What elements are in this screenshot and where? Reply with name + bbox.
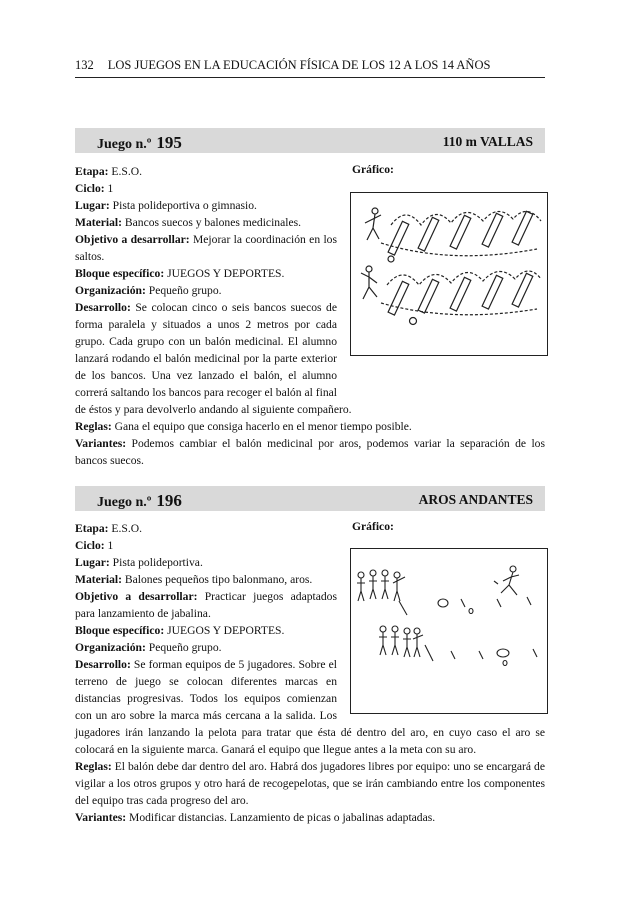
game-title: 110 m VALLAS — [442, 134, 533, 149]
game-label: Juego n.º 195 — [97, 133, 182, 152]
game-fields-narrow — [75, 520, 337, 656]
field-material: Material: Balones pequeños tipo balonmano, aros. — [75, 573, 313, 586]
field-reglas: Reglas: Gana el equipo que consiga hacerlo en el menor tiempo posible. — [75, 420, 412, 433]
field-bloque: Bloque específico: JUEGOS Y DEPORTES. — [75, 267, 285, 280]
page-number: 132 — [75, 58, 94, 72]
field-objetivo: Objetivo a desarrollar: Practicar juegos adaptados para lanzamiento de jabalina. — [75, 590, 337, 620]
page-header — [75, 58, 545, 78]
field-objetivo: Objetivo a desarrollar: Mejorar la coordinación en los saltos. — [75, 233, 337, 263]
game-title-bar — [75, 486, 545, 511]
field-organizacion: Organización: Pequeño grupo. — [75, 641, 222, 654]
field-etapa: Etapa: E.S.O. — [75, 522, 142, 535]
game-body — [75, 520, 545, 826]
field-desarrollo: Desarrollo: Se colocan cinco o seis bancos suecos de forma paralela y situados a unos 2 metros por cada grupo. Cada grupo con un balón medicinal. El alumno lanzará rodando el balón medicinal por la parte exterior de los bancos. Una vez lanzado el balón, el alumno correrá saltando los bancos para recoger el balón al final de éstos y para devolverlo andando al siguiente compañero. — [75, 301, 352, 416]
field-material: Material: Bancos suecos y balones medicinales. — [75, 216, 302, 229]
field-variantes: Variantes: Podemos cambiar el balón medicinal por aros, podemos variar la separación de los bancos suecos. — [75, 437, 545, 467]
game-number: 195 — [156, 133, 182, 152]
game-fields-narrow — [75, 163, 337, 299]
field-ciclo: Ciclo: 1 — [75, 182, 114, 195]
field-bloque: Bloque específico: JUEGOS Y DEPORTES. — [75, 624, 285, 637]
grafico-label: Gráfico: — [352, 520, 394, 533]
field-variantes: Variantes: Modificar distancias. Lanzamiento de picas o jabalinas adaptadas. — [75, 811, 436, 824]
game-title: AROS ANDANTES — [418, 492, 533, 507]
game-number: 196 — [156, 491, 182, 510]
field-desarrollo: Desarrollo: Se forman equipos de 5 jugadores. Sobre el terreno de juego se colocan diferentes marcas en distancias progresivas. Todos los equipos comienzan con un aro sobre la marca más cercana a la salida. Los jugadores irán lanzando la pelota para tratar que ésta dé dentro del aro, en cuyo caso el aro se colocará en la siguiente marca. Ganará el equipo que llegue antes a la meta con su aro. — [75, 658, 545, 756]
game-title-bar — [75, 128, 545, 153]
game-body — [75, 163, 545, 469]
field-organizacion: Organización: Pequeño grupo. — [75, 284, 222, 297]
field-lugar: Lugar: Pista polideportiva. — [75, 556, 203, 569]
field-etapa: Etapa: E.S.O. — [75, 165, 142, 178]
grafico-label: Gráfico: — [352, 163, 394, 176]
field-reglas: Reglas: El balón debe dar dentro del aro. Habrá dos jugadores libres por equipo: uno se encargará de vigilar a los otros grupos y otro hará de recogepelotas, que se irán cambiando entre los componentes del equipo tras cada progreso del aro. — [75, 760, 545, 807]
book-title: LOS JUEGOS EN LA EDUCACIÓN FÍSICA DE LOS 12 A LOS 14 AÑOS — [107, 58, 491, 72]
field-lugar: Lugar: Pista polideportiva o gimnasio. — [75, 199, 257, 212]
field-ciclo: Ciclo: 1 — [75, 539, 114, 552]
game-label: Juego n.º 196 — [97, 491, 182, 510]
